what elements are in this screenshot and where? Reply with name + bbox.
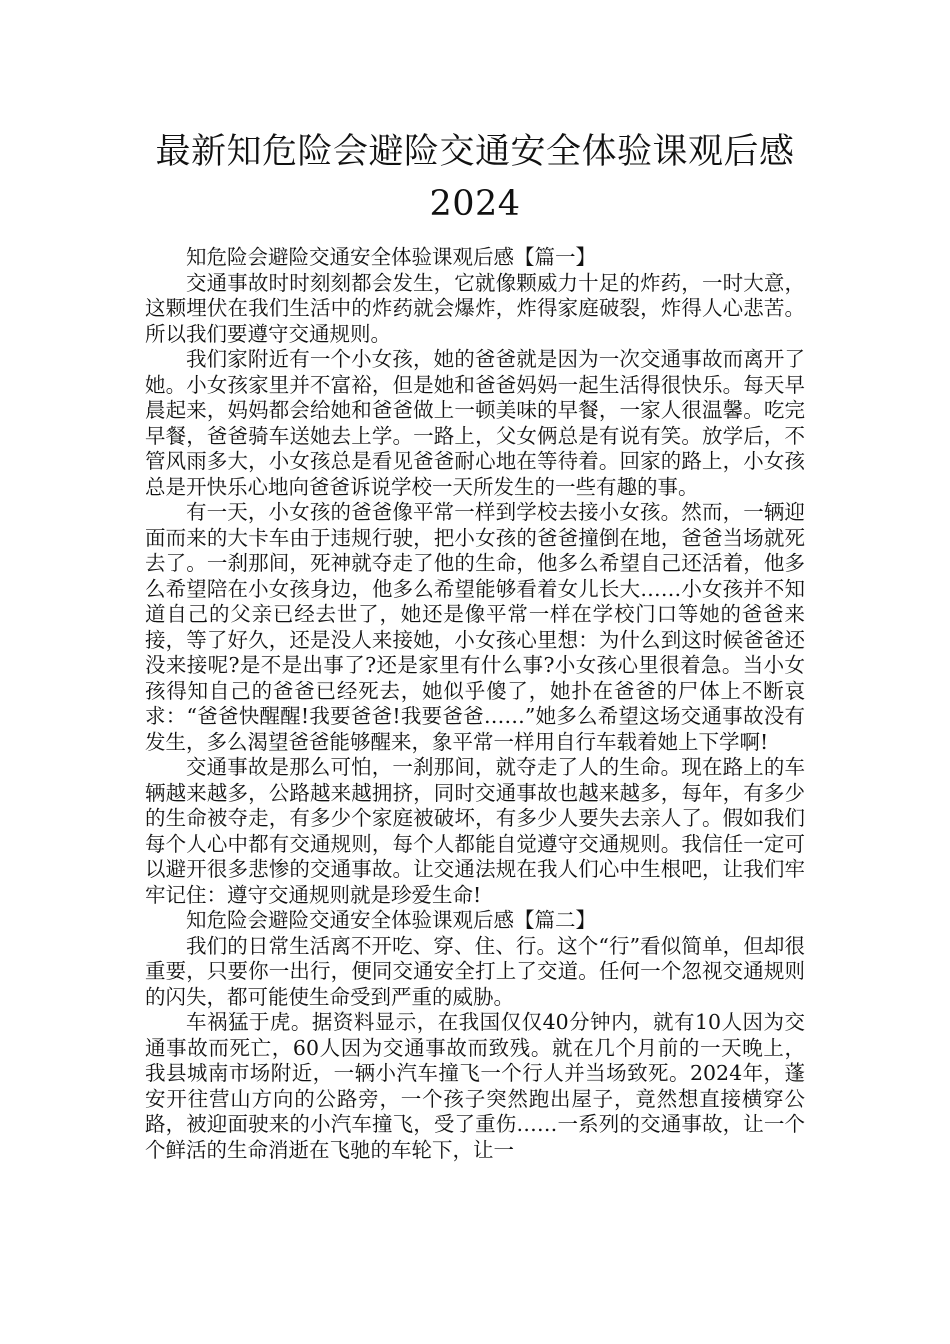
section-heading-1: 知危险会避险交通安全体验课观后感【篇一】 [186,245,596,269]
title-line-2: 2024 [429,184,521,224]
body-paragraph: 我们的日常生活离不开吃、穿、住、行。这个“行”看似简单，但却很重要，只要你一出行，便同交通安全打上了交道。任何一个忽视交通规则的闪失，都可能使生命受到严重的威胁。 [145,933,805,1009]
document-body [145,245,805,1163]
document-title [140,126,810,230]
section-heading-2: 知危险会避险交通安全体验课观后感【篇二】 [186,908,596,932]
body-paragraph: 有一天，小女孩的爸爸像平常一样到学校去接小女孩。然而，一辆迎面而来的大卡车由于违规行驶，把小女孩的爸爸撞倒在地，爸爸当场就死去了。一刹那间，死神就夺走了他的生命，他多么希望自己还活着，他多么希望陪在小女孩身边，他多么希望能够看着女儿长大……小女孩并不知道自己的父亲已经去世了，她还是像平常一样在学校门口等她的爸爸来接，等了好久，还是没人来接她，小女孩心里想：为什么到这时候爸爸还没来接呢?是不是出事了?还是家里有什么事?小女孩心里很着急。当小女孩得知自己的爸爸已经死去，她似乎傻了，她扑在爸爸的尸体上不断哀求：“爸爸快醒醒!我要爸爸!我要爸爸……”她多么希望这场交通事故没有发生，多么渴望爸爸能够醒来，象平常一样用自行车载着她上下学啊! [145,500,805,754]
title-line-1: 最新知危险会避险交通安全体验课观后感 [155,132,795,172]
body-paragraph: 车祸猛于虎。据资料显示，在我国仅仅40分钟内，就有10人因为交通事故而死亡，60人因为交通事故而致残。就在几个月前的一天晚上，我县城南市场附近，一辆小汽车撞飞一个行人并当场致死。2024年，蓬安开往营山方向的公路旁，一个孩子突然跑出屋子，竟然想直接横穿公路，被迎面驶来的小汽车撞飞，受了重伤……一系列的交通事故，让一个个鲜活的生命消逝在飞驰的车轮下，让一 [145,1010,805,1162]
body-paragraph: 交通事故是那么可怕，一刹那间，就夺走了人的生命。现在路上的车辆越来越多，公路越来越拥挤，同时交通事故也越来越多，每年，有多少的生命被夺走，有多少个家庭被破坏，有多少人要失去亲人了。假如我们每个人心中都有交通规则，每个人都能自觉遵守交通规则。我信任一定可以避开很多悲惨的交通事故。让交通法规在我人们心中生根吧，让我们牢牢记住：遵守交通规则就是珍爱生命! [145,755,805,907]
body-paragraph: 我们家附近有一个小女孩，她的爸爸就是因为一次交通事故而离开了她。小女孩家里并不富裕，但是她和爸爸妈妈一起生活得很快乐。每天早晨起来，妈妈都会给她和爸爸做上一顿美味的早餐，一家人很温馨。吃完早餐，爸爸骑车送她去上学。一路上，父女俩总是有说有笑。放学后，不管风雨多大，小女孩总是看见爸爸耐心地在等待着。回家的路上，小女孩总是开快乐心地向爸爸诉说学校一天所发生的一些有趣的事。 [145,347,805,499]
body-paragraph: 交通事故时时刻刻都会发生，它就像颗威力十足的炸药，一时大意，这颗埋伏在我们生活中的炸药就会爆炸，炸得家庭破裂，炸得人心悲苦。所以我们要遵守交通规则。 [145,270,805,346]
